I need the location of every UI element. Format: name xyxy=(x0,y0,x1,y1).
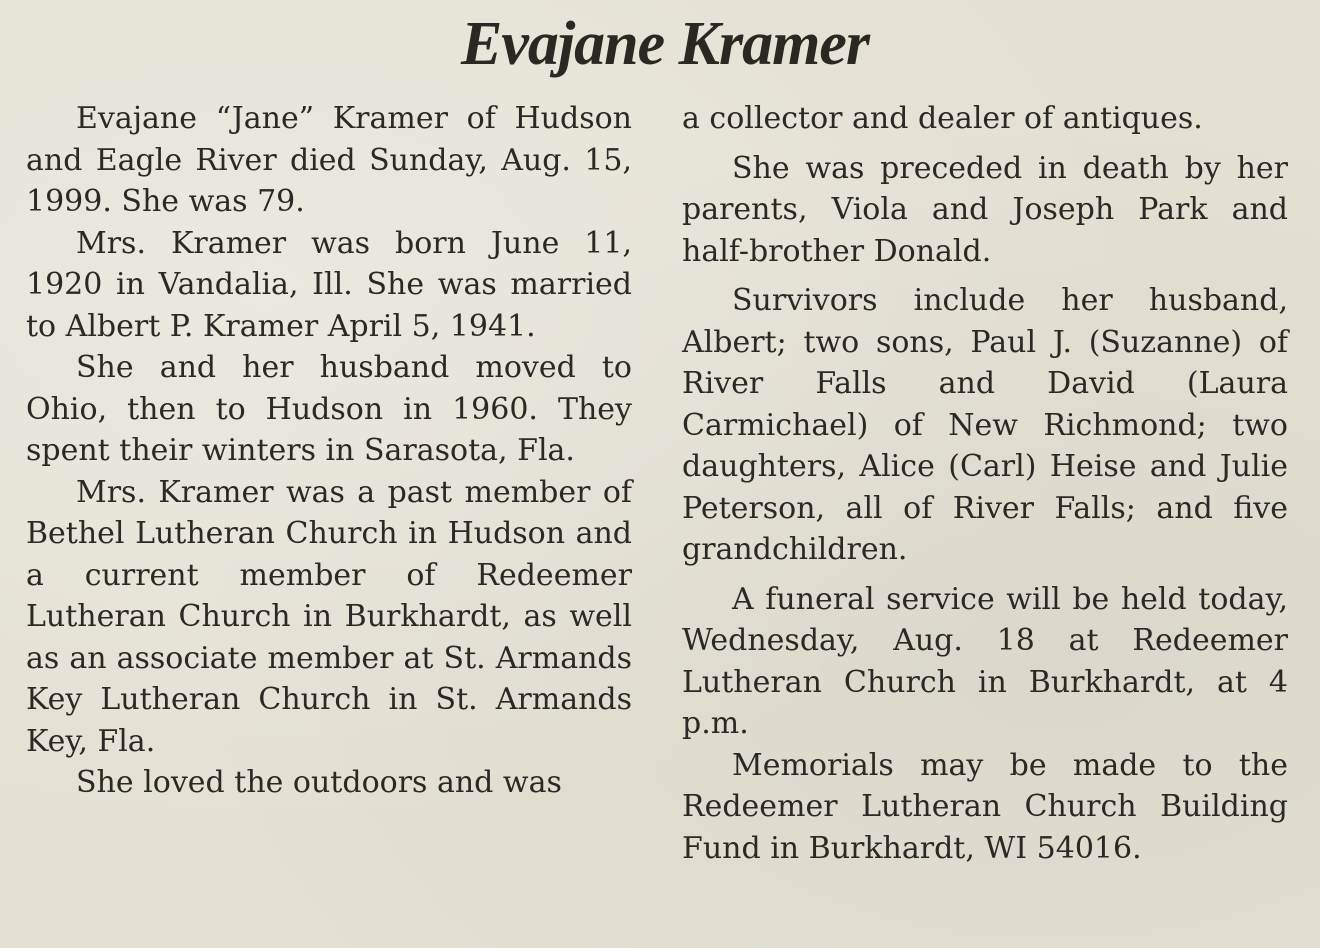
paragraph-preceded-in-death: She was preceded in death by her parents, Viola and Joseph Park and half-brother Donald. xyxy=(682,150,1288,269)
paragraph-death-notice: Evajane “Jane” Kramer of Hudson and Eagle River died Sunday, Aug. 15, 1999. She was 79. xyxy=(26,101,632,219)
paragraph-church-membership: Mrs. Kramer was a past member of Bethel Lutheran Church in Hudson and a current member of Redeemer Lutheran Church in Burkhardt, as well as an associate member at St. Armands Key Lutheran Church in St. Armands Key, Fla. xyxy=(26,474,632,759)
paragraph-hobbies-start: She loved the outdoors and was xyxy=(76,765,562,800)
paragraph-memorials: Memorials may be made to the Redeemer Lutheran Church Building Fund in Burkhardt, WI 54016. xyxy=(682,747,1288,866)
paragraph-residence: She and her husband moved to Ohio, then to Hudson in 1960. They spent their winters in Sarasota, Fla. xyxy=(26,350,632,468)
paragraph-funeral-service: A funeral service will be held today, Wednesday, Aug. 18 at Redeemer Lutheran Church in Burkhardt, at 4 p.m. xyxy=(682,581,1288,741)
paragraph-hobbies-end: a collector and dealer of antiques. xyxy=(682,101,1203,136)
right-column xyxy=(682,98,1288,869)
paragraph-birth-marriage: Mrs. Kramer was born June 11, 1920 in Vandalia, Ill. She was married to Albert P. Kramer April 5, 1941. xyxy=(26,225,632,344)
obituary-headline: Evajane Kramer xyxy=(461,10,869,78)
left-column xyxy=(26,98,632,804)
paragraph-survivors: Survivors include her husband, Albert; two sons, Paul J. (Suzanne) of River Falls and David (Laura Carmichael) of New Richmond; two daughters, Alice (Carl) Heise and Julie Peterson, all of River Falls; and five grandchildren. xyxy=(682,283,1288,567)
